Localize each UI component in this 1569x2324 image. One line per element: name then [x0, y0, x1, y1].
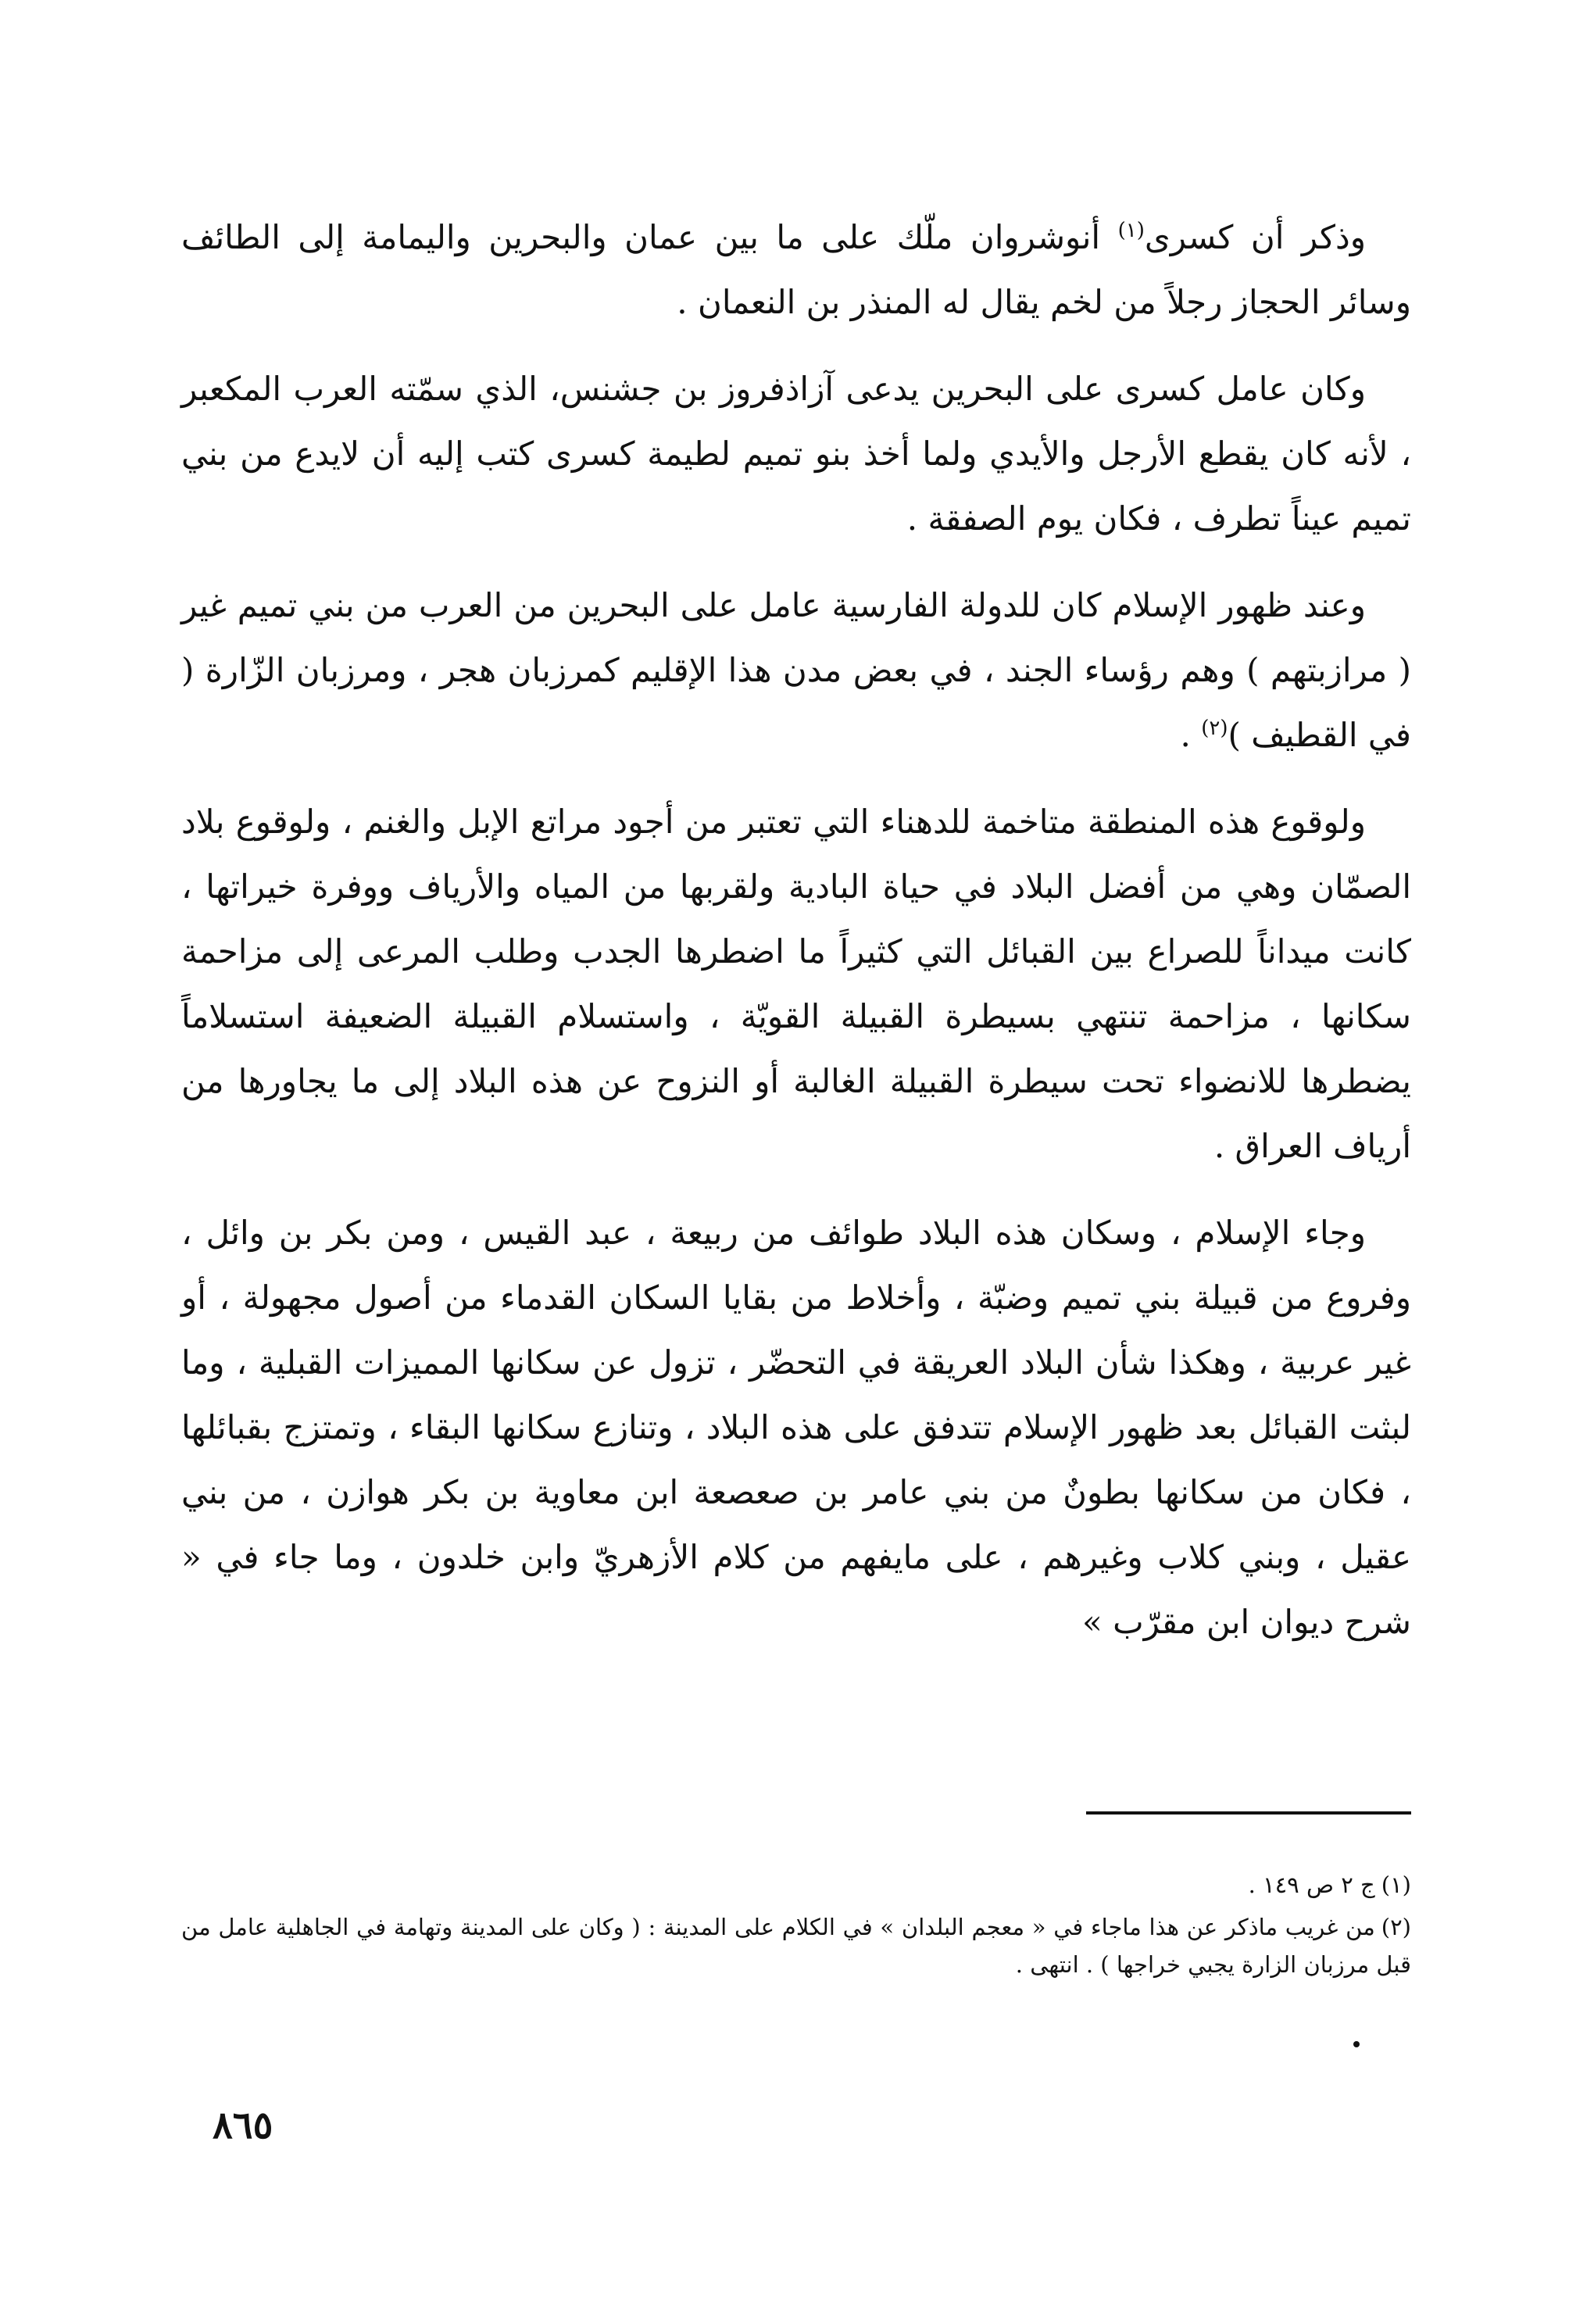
- footnote-1: [181, 1866, 1411, 1904]
- footnotes: [181, 1866, 1411, 1988]
- footnote-text-2: من غريب ماذكر عن هذا ماجاء في « معجم البلدان » في الكلام على المدينة : ( وكان على المدينة وتهامة في الجاهلية عامل من قبل مرزبان الزارة يجبي خراجها ) . انتهى .: [181, 1914, 1411, 1978]
- body-text: [181, 205, 1411, 1676]
- footnote-ref-2[interactable]: (٢): [1201, 717, 1228, 740]
- paragraph-1: وذكر أن كسرى$^{(١)}$ أنوشروان ملّك على ما بين عمان والبحرين واليمامة إلى الطائف وسائر الحجاز رجلاً من لخم يقال له المنذر بن النعمان .: [181, 218, 1411, 321]
- footnote-2: [181, 1908, 1411, 1983]
- page-number: ٨٦٥: [213, 2104, 273, 2147]
- footnote-separator: [1086, 1811, 1411, 1815]
- footnote-mark-1: (١): [1381, 1872, 1411, 1898]
- paragraph-2: وكان عامل كسرى على البحرين يدعى آزاذفروز بن جشنس، الذي سمّته العرب المكعبر ، لأنه كان يقطع الأرجل والأيدي ولما أخذ بنو تميم لطيمة كسرى كتب إليه أن لايدع من بني تميم عيناً تطرف ، فكان يوم الصفقة .: [181, 370, 1411, 538]
- footnote-text-1: ج ٢ ص ١٤٩ .: [1248, 1872, 1375, 1898]
- stray-dot-mark: [1353, 2041, 1360, 2047]
- footnote-mark-2: (٢): [1381, 1914, 1411, 1940]
- footnote-ref-1[interactable]: (١): [1117, 219, 1145, 242]
- paragraph-5: وجاء الإسلام ، وسكان هذه البلاد طوائف من ربيعة ، عبد القيس ، ومن بكر بن وائل ، وفروع من قبيلة بني تميم وضبّة ، وأخلاط من بقايا السكان القدماء من أصول مجهولة ، أو غير عربية ، وهكذا شأن البلاد العريقة في التحضّر ، تزول عن سكانها المميزات القبلية ، وما لبثت القبائل بعد ظهور الإسلام تتدفق على هذه البلاد ، وتنازع سكانها البقاء ، وتمتزج بقبائلها ، فكان من سكانها بطونٌ من بني عامر بن صعصعة ابن معاوية بن بكر هوازن ، من بني عقيل ، وبني كلاب وغيرهم ، على مايفهم من كلام الأزهريّ وابن خلدون ، وما جاء في « شرح ديوان ابن مقرّب »: [181, 1214, 1411, 1641]
- paragraph-4: ولوقوع هذه المنطقة متاخمة للدهناء التي تعتبر من أجود مراتع الإبل والغنم ، ولوقوع بلاد الصمّان وهي من أفضل البلاد في حياة البادية ولقربها من المياه والأرياف ووفرة خيراتها ، كانت ميداناً للصراع بين القبائل التي كثيراً ما اضطرها الجدب وطلب المرعى إلى مزاحمة سكانها ، مزاحمة تنتهي بسيطرة القبيلة القويّة ، واستسلام القبيلة الضعيفة استسلاماً يضطرها للانضواء تحت سيطرة القبيلة الغالبة أو النزوح عن هذه البلاد إلى ما يجاورها من أرياف العراق .: [181, 803, 1411, 1165]
- paragraph-3: وعند ظهور الإسلام كان للدولة الفارسية عامل على البحرين من العرب من بني تميم غير ( مرازبتهم ) وهم رؤساء الجند ، في بعض مدن هذا الإقليم كمرزبان هجر ، ومرزبان الزّارة ( في القطيف )$^{(٢)}$ .: [181, 586, 1411, 754]
